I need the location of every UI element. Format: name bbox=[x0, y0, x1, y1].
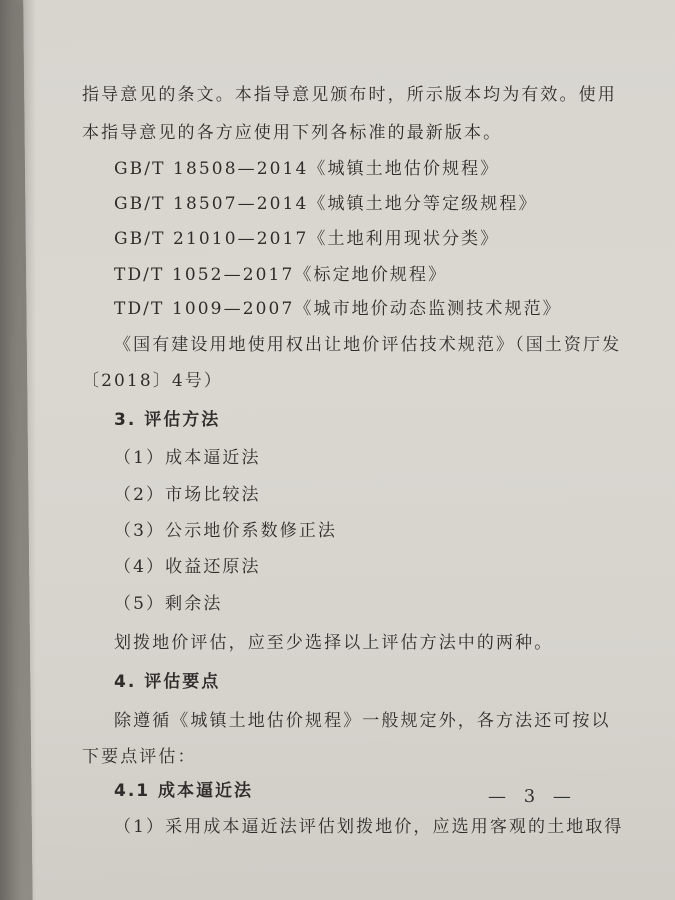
page-number: — 3 — bbox=[488, 786, 577, 807]
paragraph-line: 指导意见的条文。本指导意见颁布时，所示版本均为有效。使用 bbox=[82, 85, 617, 105]
paragraph-line: 除遵循《城镇土地估价规程》一般规定外，各方法还可按以 bbox=[114, 711, 611, 731]
section-heading: 4. 评估要点 bbox=[114, 672, 221, 692]
reference-line: GB/T 18508—2014《城镇土地估价规程》 bbox=[114, 159, 500, 179]
method-item: （1）成本逼近法 bbox=[114, 448, 261, 468]
paragraph-line: 划拨地价评估，应至少选择以上评估方法中的两种。 bbox=[114, 633, 554, 653]
reference-line: 《国有建设用地使用权出让地价评估技术规范》（国土资厅发 bbox=[114, 335, 622, 355]
paragraph-line: 下要点评估： bbox=[82, 747, 197, 767]
method-item: （4）收益还原法 bbox=[114, 557, 261, 577]
reference-line: GB/T 18507—2014《城镇土地分等定级规程》 bbox=[114, 194, 538, 214]
reference-line: TD/T 1052—2017《标定地价规程》 bbox=[114, 265, 448, 285]
reference-line: TD/T 1009—2007《城市地价动态监测技术规范》 bbox=[114, 299, 562, 319]
paragraph-line: 本指导意见的各方应使用下列各标准的最新版本。 bbox=[82, 123, 503, 143]
paragraph-line: （1）采用成本逼近法评估划拨地价，应选用客观的土地取得 bbox=[114, 817, 624, 837]
reference-line-continued: 〔2018〕4号） bbox=[82, 371, 223, 391]
method-item: （5）剩余法 bbox=[114, 594, 223, 614]
method-item: （2）市场比较法 bbox=[114, 485, 261, 505]
section-heading: 3. 评估方法 bbox=[114, 410, 221, 430]
reference-line: GB/T 21010—2017《土地利用现状分类》 bbox=[114, 229, 500, 249]
method-item: （3）公示地价系数修正法 bbox=[114, 521, 338, 541]
subsection-heading: 4.1 成本逼近法 bbox=[114, 781, 254, 801]
